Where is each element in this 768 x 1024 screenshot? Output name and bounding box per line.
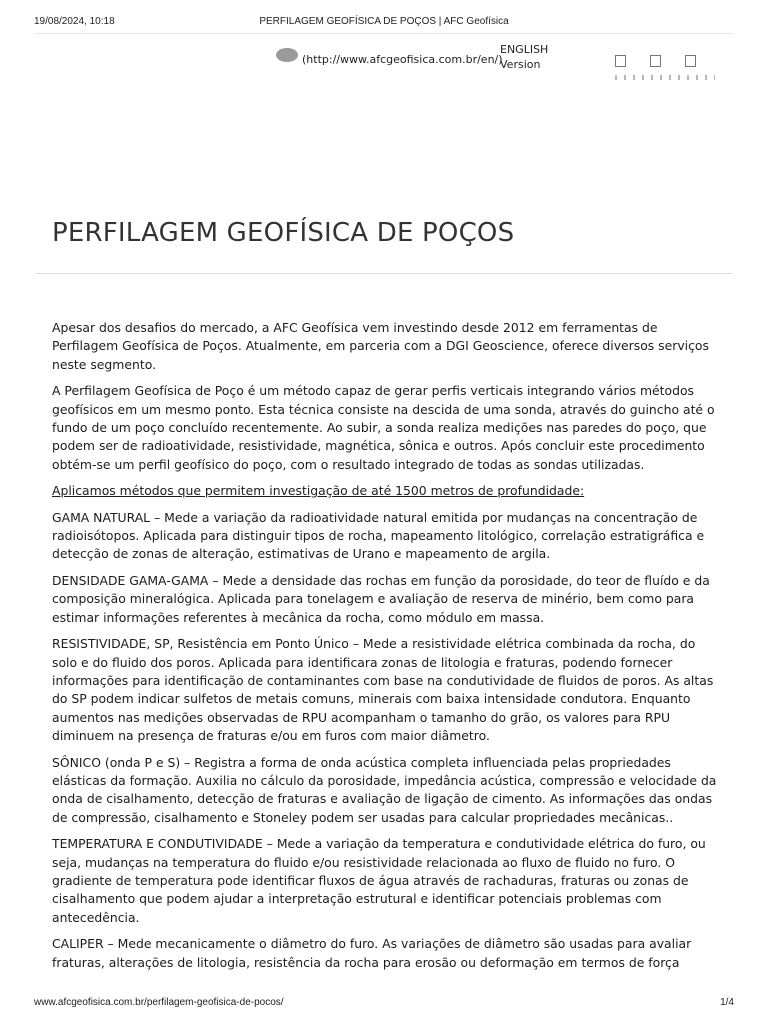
- method-sonico: [52, 754, 724, 828]
- page-number: 1/4: [720, 997, 734, 1008]
- language-url[interactable]: (http://www.afcgeofisica.com.br/en/): [302, 53, 503, 66]
- top-divider: [35, 33, 733, 34]
- method-label: RESISTIVIDADE, SP, Resistência em Ponto Único –: [52, 636, 363, 652]
- method-label: DENSIDADE GAMA-GAMA –: [52, 572, 223, 588]
- print-date: 19/08/2024, 10:18: [34, 16, 115, 27]
- language-label[interactable]: [500, 42, 548, 72]
- flag-icon: [276, 48, 298, 62]
- method-description: Mede mecanicamente o diâmetro do furo. As variações de diâmetro são usadas para avaliar fraturas, alterações de litologia, resistência da rocha para erosão ou deformação em termos de força: [52, 936, 692, 970]
- method-label: TEMPERATURA E CONDUTIVIDADE –: [52, 836, 277, 852]
- method-description: Mede a resistividade elétrica combinada da rocha, do solo e do fluido dos poros. Aplicada para identificara zonas de litologia e fraturas, podendo fornecer informações para identificação de contaminantes com base na condutividade de fluidos de poros. As altas do SP podem indicar sulfetos de metais comuns, minerais com baixa intensidade condutora. Enquanto aumentos nas medições observadas de RPU acompanham o tamanho do grão, os valores para RPU diminuem na presença de fraturas e/ou em furos com maior diâmetro.: [52, 636, 714, 744]
- method-temperatura: [52, 835, 724, 927]
- social-icon[interactable]: [685, 55, 696, 67]
- title-divider: [35, 273, 733, 274]
- print-header: [34, 16, 734, 30]
- method-caliper: [52, 935, 724, 972]
- method-description: Registra a forma de onda acústica completa influenciada pelas propriedades elásticas da formação. Auxilia no cálculo da porosidade, impedância acústica, compressão e velocidade da onda de cisalhamento, detecção de fraturas e avaliação de ligação de cimento. As informações das ondas de compressão, cisalhamento e Stoneley podem ser usadas para calcular propriedades mecânicas..: [52, 754, 717, 825]
- method-gama-natural: [52, 509, 724, 564]
- method-description: Mede a variação da radioatividade natural emitida por mudanças na concentração de radioisótopos. Aplicada para distinguir tipos de rocha, mapeamento litológico, correlação estratigráfica e detecção de zonas de alteração, estimativas de Urano e mapeamento de argila.: [52, 509, 705, 562]
- intro-paragraph-2: A Perfilagem Geofísica de Poço é um método capaz de gerar perfis verticais integrando vários métodos geofísicos em um mesmo ponto. Esta técnica consiste na descida de uma sonda, através do guincho até o fundo de um poço concluído recentemente. Ao subir, a sonda realiza medições nas paredes do poço, que podem ser de radioatividade, resistividade, magnética, sônica e outros. Após concluir este procedimento obtém-se um perfil geofísico do poço, com o resultado integrado de todas as sondas utilizadas.: [52, 383, 715, 472]
- language-label-line2: Version: [500, 58, 541, 71]
- method-description: Mede a densidade das rochas em função da porosidade, do teor de fluído e da composição mineralógica. Aplicada para tonelagem e avaliação de reserva de minério, bem como para estimar informações referentes à mecânica da rocha, como módulo em massa.: [52, 572, 710, 625]
- methods-heading: Aplicamos métodos que permitem investigação de até 1500 metros de profundidade:: [52, 483, 585, 499]
- social-icon[interactable]: [650, 55, 661, 67]
- page-title: PERFILAGEM GEOFÍSICA DE POÇOS: [52, 218, 515, 248]
- social-icon[interactable]: [615, 55, 626, 67]
- print-footer-url: www.afcgeofisica.com.br/perfilagem-geofisica-de-pocos/: [34, 997, 284, 1008]
- intro-paragraph-1: Apesar dos desafios do mercado, a AFC Geofísica vem investindo desde 2012 em ferramentas de Perfilagem Geofísica de Poços. Atualmente, em parceria com a DGI Geoscience, oferece diversos serviços neste segmento.: [52, 320, 709, 372]
- social-icon-labels-decoration: [615, 75, 715, 80]
- method-densidade: [52, 572, 724, 627]
- article-content: [52, 319, 724, 980]
- method-description: Mede a variação da temperatura e condutividade elétrica do furo, ou seja, mudanças na temperatura do fluido e/ou resistividade relacionada ao fluxo de fluido no furo. O gradiente de temperatura pode identificar fluxos de água através de rachaduras, fraturas ou zonas de cisalhamento que podem ajudar a interpretação estrutural e identificar potenciais problemas com antecedência.: [52, 836, 706, 925]
- method-resistividade: [52, 635, 724, 745]
- language-label-line1: ENGLISH: [500, 43, 549, 56]
- method-label: CALIPER –: [52, 936, 118, 952]
- method-label: GAMA NATURAL –: [52, 509, 165, 525]
- method-label: SÔNICO (onda P e S) –: [52, 754, 195, 770]
- print-page-title: PERFILAGEM GEOFÍSICA DE POÇOS | AFC Geofísica: [259, 16, 509, 27]
